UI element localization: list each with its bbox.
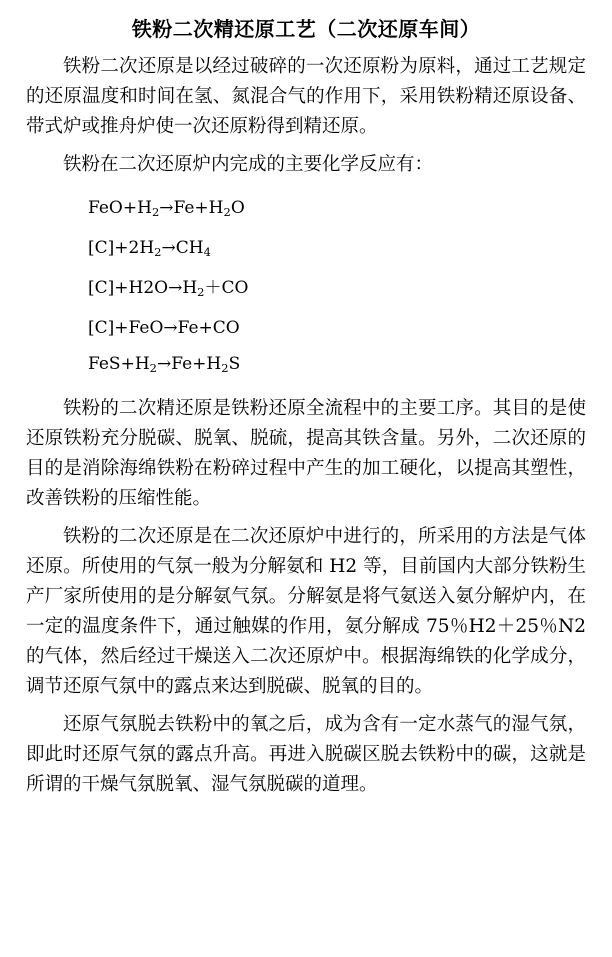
equation-4: [C]+FeO→Fe+CO: [88, 317, 240, 338]
equation-2: $[C]+2H_2\to CH_4$: [88, 237, 211, 259]
equation-list: [26, 190, 586, 386]
paragraph-dewpoint: 还原气氛脱去铁粉中的氧之后，成为含有一定水蒸气的湿气氛，即此时还原气氛的露点升高。再进入脱碳区脱去铁粉中的碳，这就是所谓的干燥气氛脱氧、湿气氛脱碳的道理。: [26, 713, 586, 795]
equation-5: $FeS+H_2\to Fe+H_2S$: [88, 353, 241, 375]
paragraph-intro: 铁粉二次还原是以经过破碎的一次还原粉为原料，通过工艺规定的还原温度和时间在氢、氮混合气的作用下，采用铁粉精还原设备、带式炉或推舟炉使一次还原粉得到精还原。: [26, 56, 586, 137]
page-title: 铁粉二次精还原工艺（二次还原车间）: [131, 17, 481, 41]
paragraph-purpose: 铁粉的二次精还原是铁粉还原全流程中的主要工序。其目的是使还原铁粉充分脱碳、脱氧、脱硫，提高其铁含量。另外，二次还原的目的是消除海绵铁粉在粉碎过程中产生的加工硬化，以提高其塑性，改善铁粉的压缩性能。: [26, 397, 586, 509]
paragraph-reactions-lead: 铁粉在二次还原炉内完成的主要化学反应有：: [63, 154, 434, 175]
equation-3: $[C]+H2O\to H_2+CO$: [88, 277, 249, 299]
paragraph-atmosphere: 铁粉的二次还原是在二次还原炉中进行的，所采用的方法是气体还原。所使用的气氛一般为分解氨和 H2 等，目前国内大部分铁粉生产厂家所使用的是分解氨气氛。分解氨是将气氨送入氨分解炉内，在一定的温度条件下，通过触媒的作用，氨分解成 75％H2＋25％N2 的气体，然后经过干燥送入二次还原炉中。根据海绵铁的化学成分，调节还原气氛中的露点来达到脱碳、脱氧的目的。: [26, 525, 586, 697]
equation-1: $FeO+H_2\to Fe+H_2O$: [88, 198, 245, 219]
